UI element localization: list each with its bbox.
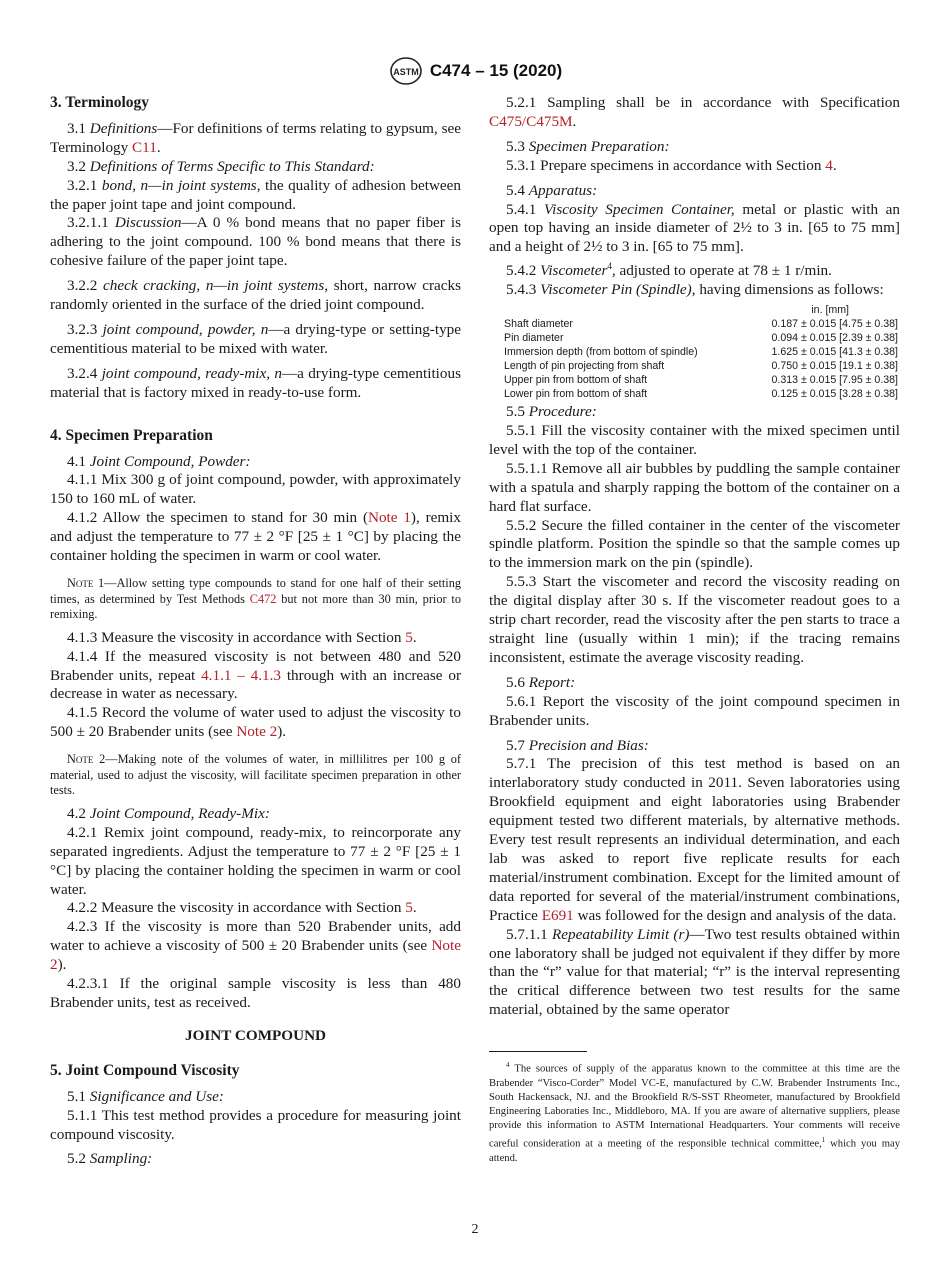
para-3-2-2: 3.2.2 check cracking, n—in joint systems, short, narrow cracks randomly oriented in the surface of the dried joint compound. <box>50 277 461 314</box>
para-5-2: 5.2 Sampling: <box>67 1150 153 1168</box>
left-column <box>50 94 461 1169</box>
table-unit-header: in. [mm] <box>811 304 849 317</box>
para-5-2-1: 5.2.1 Sampling shall be in accordance with Specification C475/C475M. <box>489 94 900 130</box>
para-5-1-1: 5.1.1 This test method provides a procedure for measuring joint compound viscosity. <box>50 1106 461 1143</box>
para-3-2: 3.2 Definitions of Terms Specific to This Standard: <box>67 157 375 175</box>
link-section-5[interactable]: 5 <box>405 899 413 917</box>
section-3-heading: 3. Terminology <box>50 94 150 111</box>
joint-compound-heading: JOINT COMPOUND <box>184 1026 327 1044</box>
para-5-4-3: 5.4.3 Viscometer Pin (Spindle), having dimensions as follows: <box>506 281 884 299</box>
table-row: Pin diameter 0.094 ± 0.015 [2.39 ± 0.38] <box>504 332 898 345</box>
para-4-2: 4.2 Joint Compound, Ready-Mix: <box>67 804 270 822</box>
para-5-4: 5.4 Apparatus: <box>506 181 598 199</box>
para-5-7-1-1: 5.7.1.1 Repeatability Limit (r)—Two test results obtained within one laboratory shall be judged not equivalent if they differ by more than the “r” value for that material; “r” is the interval representing the critical difference between two test results for the same material, obtained by the same operator <box>489 925 900 1019</box>
para-4-1-1: 4.1.1 Mix 300 g of joint compound, powder, with approximately 150 to 160 mL of water. <box>50 471 461 508</box>
link-note-2[interactable]: Note 2 <box>236 723 278 741</box>
footnote-4: $^4$ The sources of supply of the apparatus known to the committee at this time are the Brabender “Visco-Corder” Model VC-E, manufactured by C.W. Brabender Instruments Inc., South Hackensack, NJ. and the Brookfield R/S-SST Rheometer, manufactured by Brookfield Engineering Laboraties Inc., Middleboro, MA. If you are aware of alternative suppliers, please provide this information to ASTM International Headquarters. Your comments will receive careful consideration at a meeting of the responsible technical committee,$^1$ which you may attend. <box>489 1061 900 1164</box>
para-3-1: 3.1 Definitions—For definitions of terms relating to gypsum, see Terminology C11. <box>50 119 461 156</box>
note-1: Note 1—Allow setting type compounds to stand for one half of their setting times, as determined by Test Methods C472 but not more than 30 min, prior to remixing. <box>50 575 461 622</box>
link-section-5[interactable]: 5 <box>405 628 413 646</box>
para-5-4-2: 5.4.2 Viscometer$^4$, adjusted to operate at 78 ± 1 r/min. <box>506 261 832 280</box>
para-4-1-3: 4.1.3 Measure the viscosity in accordance with Section 5. <box>67 628 417 646</box>
note-2: Note 2—Making note of the volumes of water, in millilitres per 100 g of material, used to adjust the viscosity, will facilitate specimen preparation in other tests. <box>50 752 461 798</box>
para-5-5-2: 5.5.2 Secure the filled container in the center of the viscometer spindle platform. Position the spindle so that the sample comes up to the immersion mark on the pin (spindle). <box>489 516 900 572</box>
para-4-2-2: 4.2.2 Measure the viscosity in accordance with Section 5. <box>67 899 417 917</box>
section-4-heading: 4. Specimen Preparation <box>50 426 213 444</box>
table-row: Upper pin from bottom of shaft 0.313 ± 0.015 [7.95 ± 0.38] <box>504 374 898 387</box>
table-row: Length of pin projecting from shaft 0.750 ± 0.015 [19.1 ± 0.38] <box>504 360 898 373</box>
link-note-1[interactable]: Note 1 <box>368 509 411 527</box>
right-column <box>489 94 900 1166</box>
link-c472[interactable]: C472 <box>249 591 277 606</box>
para-5-5-3: 5.5.3 Start the viscometer and record the viscosity reading on the digital display after 30 s. If the viscometer readout goes to a strip chart recorder, read the viscosity after the pen starts to trace a straight line (usually within 1 min); if the tracing remains inconsistent, estimate the average viscosity reading. <box>489 573 900 666</box>
para-3-2-1-1: 3.2.1.1 Discussion—A 0 % bond means that no paper fiber is adhering to the joint compound. 100 % bond means that there is cohesive failure of the paper joint tape. <box>50 214 462 270</box>
para-4-1-4: 4.1.4 If the measured viscosity is not between 480 and 520 Brabender units, repeat 4.1.1 – 4.1.3 through with an increase or decrease in water as necessary. <box>50 647 462 703</box>
footnote-ref-4[interactable]: 4 <box>607 261 612 272</box>
link-c475[interactable]: C475/C475M <box>489 112 573 130</box>
para-3-2-3: 3.2.3 joint compound, powder, n—a drying-type or setting-type cementitious material to be mixed with water. <box>50 320 462 357</box>
para-5-6: 5.6 Report: <box>506 673 576 691</box>
table-row: Lower pin from bottom of shaft 0.125 ± 0.015 [3.28 ± 0.38] <box>504 388 898 401</box>
para-5-5: 5.5 Procedure: <box>506 403 597 421</box>
section-5-heading: 5. Joint Compound Viscosity <box>50 1061 240 1079</box>
standard-designation: C474 – 15 (2020) <box>429 61 563 80</box>
link-note-2[interactable]: Note 2 <box>50 937 461 974</box>
para-3-2-1: 3.2.1 bond, n—in joint systems, the quality of adhesion between the paper joint tape and joint compound. <box>50 176 461 213</box>
para-4-1: 4.1 Joint Compound, Powder: <box>67 452 251 470</box>
para-5-1: 5.1 Significance and Use: <box>67 1087 224 1105</box>
spindle-dimensions-table <box>489 303 900 401</box>
para-5-3: 5.3 Specimen Preparation: <box>506 137 670 155</box>
table-row: Immersion depth (from bottom of spindle) 1.625 ± 0.015 [41.3 ± 0.38] <box>504 346 898 359</box>
footnote-divider <box>489 1051 587 1052</box>
para-5-6-1: 5.6.1 Report the viscosity of the joint compound specimen in Brabender units. <box>489 692 900 729</box>
page-number: 2 <box>471 1222 479 1237</box>
para-5-4-1: 5.4.1 Viscosity Specimen Container, metal or plastic with an open top having an inside diameter of 2½ to 3 in. [65 to 75 mm] and a height of 2½ to 3 in. [65 to 75 mm]. <box>489 200 901 256</box>
para-5-5-1-1: 5.5.1.1 Remove all air bubbles by puddling the sample container with a spatula and sharply rapping the bottom of the container on a hard flat surface. <box>489 459 900 515</box>
para-4-1-2: 4.1.2 Allow the specimen to stand for 30 min (Note 1), remix and adjust the temperature to 77 ± 2 °F [25 ± 1 °C] by placing the container holding the specimen in warm or cool water. <box>50 509 461 565</box>
para-4-2-1: 4.2.1 Remix joint compound, ready-mix, to reincorporate any separated ingredients. Adjust the temperature to 77 ± 2 °F [25 ± 1 °C] by placing the container holding the specimen in warm or cool water. <box>50 823 461 898</box>
page-header <box>0 56 950 86</box>
link-section-4[interactable]: 4 <box>825 156 833 174</box>
para-5-5-1: 5.5.1 Fill the viscosity container with the mixed specimen until level with the top of the container. <box>489 422 900 458</box>
svg-text:ASTM: ASTM <box>393 67 419 77</box>
para-4-2-3-1: 4.2.3.1 If the original sample viscosity is less than 480 Brabender units, test as received. <box>50 975 461 1011</box>
link-c11[interactable]: C11 <box>132 138 157 156</box>
para-5-7: 5.7 Precision and Bias: <box>506 736 649 754</box>
para-4-2-3: 4.2.3 If the viscosity is more than 520 Brabender units, add water to achieve a viscosity of 500 ± 20 Brabender units (see Note 2). <box>50 918 461 974</box>
link-4-1-1-range[interactable]: 4.1.1 – 4.1.3 <box>201 666 282 684</box>
link-e691[interactable]: E691 <box>541 906 574 924</box>
table-row: Shaft diameter 0.187 ± 0.015 [4.75 ± 0.38] <box>504 318 898 331</box>
para-5-3-1: 5.3.1 Prepare specimens in accordance with Section 4. <box>506 156 837 174</box>
para-4-1-5: 4.1.5 Record the volume of water used to adjust the viscosity to 500 ± 20 Brabender units (see Note 2). <box>50 704 461 741</box>
para-3-2-4: 3.2.4 joint compound, ready-mix, n—a drying-type cementitious material that is factory mixed in ready-to-use form. <box>50 364 461 401</box>
astm-logo-icon <box>388 56 424 86</box>
para-5-7-1: 5.7.1 The precision of this test method is based on an interlaboratory study conducted in 2011. Seven laboratories using Brookfield equipment and eight laboratories using Brabender equipment tested two different materials, by alternative methods. Every test result represents an individual determination, and each lab was asked to report five replicate results for each material/instrument combination. Except for the limited amount of data reported for several of the material/instrument combinations, Practice E691 was followed for the design and analysis of the data. <box>489 755 900 924</box>
